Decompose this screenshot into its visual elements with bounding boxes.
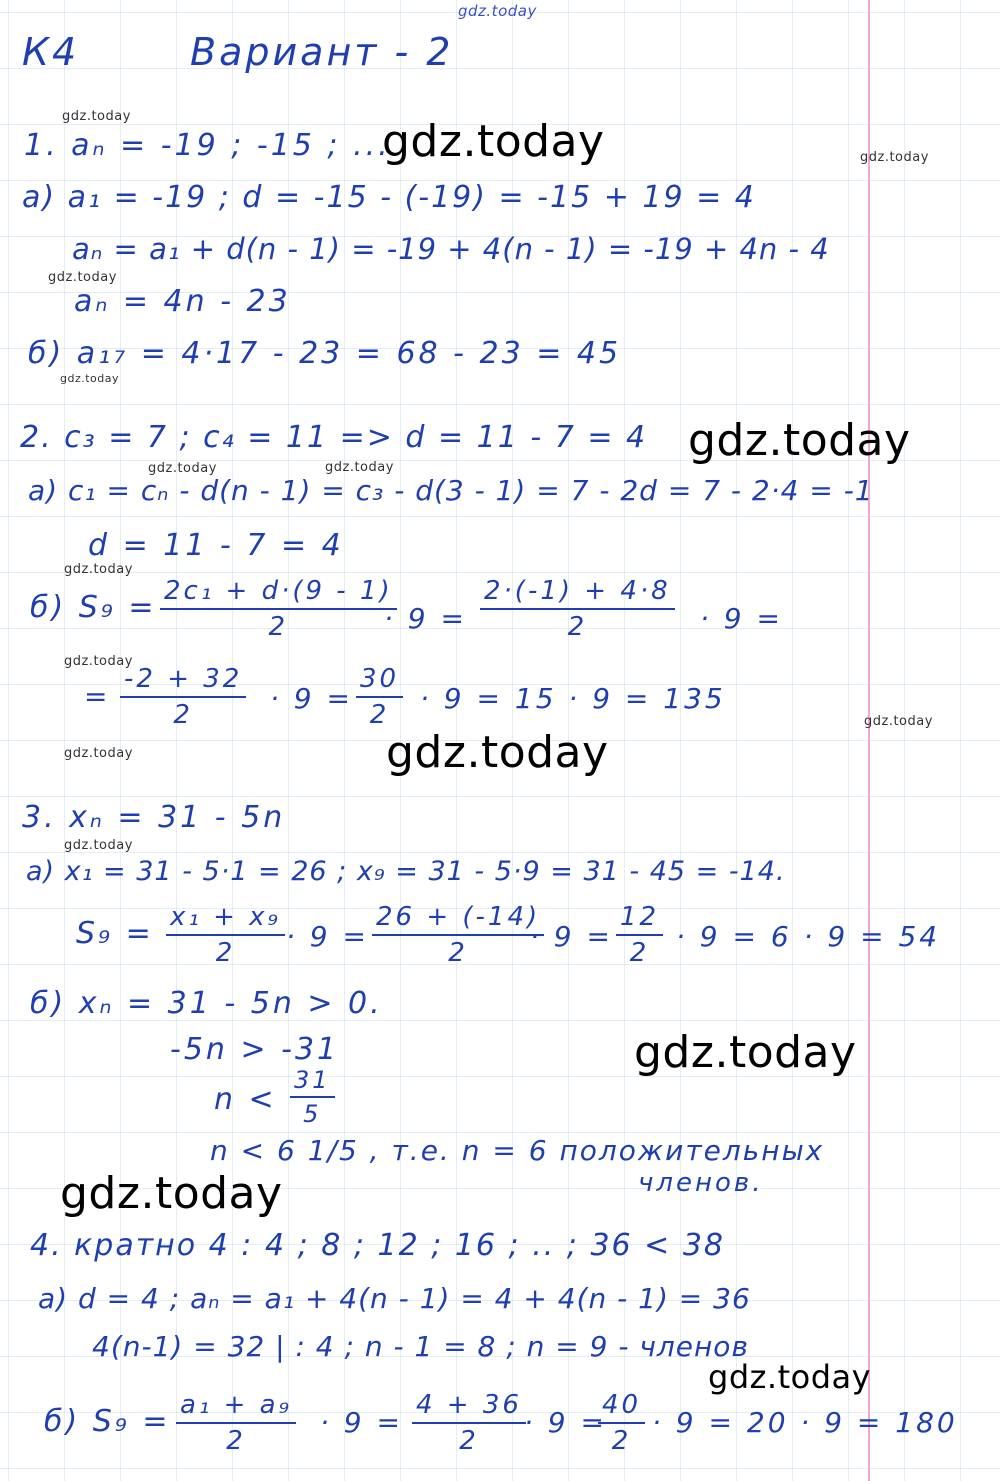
task4-result: · 9 = 20 · 9 = 180 <box>652 1406 958 1439</box>
task1-line: 1. aₙ = -19 ; -15 ; ... <box>24 128 391 163</box>
watermark-big: gdz.today <box>60 1168 283 1219</box>
fraction <box>598 1390 645 1456</box>
task2-line: 2. c₃ = 7 ; c₄ = 11 => d = 11 - 7 = 4 <box>20 420 648 455</box>
fraction <box>120 664 246 730</box>
fraction-numerator: 2·(-1) + 4·8 <box>480 576 675 610</box>
task2-text: · 9 = <box>384 602 467 635</box>
fraction-numerator: 2c₁ + d·(9 - 1) <box>160 576 397 610</box>
fraction-denominator: 2 <box>611 1426 632 1456</box>
task1-line: aₙ = 4n - 23 <box>74 284 291 319</box>
watermark-small: gdz.today <box>64 562 133 577</box>
task2-line: а) c₁ = cₙ - d(n - 1) = c₃ - d(3 - 1) = 7 - 2d = 7 - 2·4 = -1 <box>28 474 874 507</box>
task4-line: 4(n-1) = 32 | : 4 ; n - 1 = 8 ; n = 9 - членов <box>92 1330 749 1363</box>
fraction-denominator: 2 <box>268 612 289 642</box>
fraction <box>480 576 675 642</box>
fraction-denominator: 2 <box>448 938 468 968</box>
fraction <box>160 576 397 642</box>
task2-text: · 9 = <box>700 602 783 635</box>
fraction-numerator: 40 <box>598 1390 645 1424</box>
fraction <box>616 902 663 968</box>
task3-text: n < <box>214 1082 277 1117</box>
task4-text: · 9 = <box>524 1406 607 1439</box>
watermark-small: gdz.today <box>148 461 217 476</box>
watermark-big: gdz.today <box>708 1358 872 1396</box>
fraction-numerator: 30 <box>356 664 403 698</box>
task4-line: 4. кратно 4 : 4 ; 8 ; 12 ; 16 ; .. ; 36 < 38 <box>30 1228 726 1263</box>
fraction-denominator: 5 <box>303 1100 322 1128</box>
fraction-denominator: 2 <box>567 612 588 642</box>
fraction <box>412 1390 526 1456</box>
watermark-small: gdz.today <box>48 270 117 285</box>
task3-line: n < 6 1/5 , т.е. n = 6 положительных <box>210 1134 825 1167</box>
watermark-small: gdz.today <box>64 654 133 669</box>
task2-line: d = 11 - 7 = 4 <box>88 528 344 563</box>
task3-sum-label: S₉ = <box>76 916 154 951</box>
task3-line: а) x₁ = 31 - 5·1 = 26 ; x₉ = 31 - 5·9 = 31 - 45 = -14. <box>26 856 786 887</box>
fraction-numerator: 12 <box>616 902 663 936</box>
fraction-numerator: x₁ + x₉ <box>166 902 285 936</box>
margin-line <box>868 0 870 1481</box>
fraction-numerator: -2 + 32 <box>120 664 246 698</box>
watermark-small: gdz.today <box>325 460 394 475</box>
task4-sum-label: б) S₉ = <box>44 1404 171 1439</box>
watermark-small: gdz.today <box>860 150 929 165</box>
watermark-top: gdz.today <box>458 2 537 20</box>
task1-line: aₙ = a₁ + d(n - 1) = -19 + 4(n - 1) = -19 + 4n - 4 <box>72 232 830 266</box>
watermark-big: gdz.today <box>634 1027 857 1078</box>
problem-number: К4 <box>22 30 80 74</box>
fraction-denominator: 2 <box>369 700 390 730</box>
task3-line: -5n > -31 <box>170 1032 340 1067</box>
fraction-denominator: 2 <box>226 1426 246 1456</box>
task2-text: = <box>84 680 111 713</box>
task3-line: 3. xₙ = 31 - 5n <box>22 800 286 835</box>
watermark-small: gdz.today <box>60 372 120 385</box>
task1-line: б) a₁₇ = 4·17 - 23 = 68 - 23 = 45 <box>28 336 622 371</box>
fraction <box>176 1390 296 1456</box>
watermark-big: gdz.today <box>688 415 911 466</box>
task4-text: · 9 = <box>320 1406 403 1439</box>
variant-title: Вариант - 2 <box>190 30 454 74</box>
fraction-denominator: 2 <box>629 938 650 968</box>
fraction <box>372 902 544 968</box>
fraction <box>356 664 403 730</box>
task3-text: · 9 = <box>530 920 613 953</box>
watermark-big: gdz.today <box>382 116 605 167</box>
fraction-denominator: 2 <box>215 938 236 968</box>
task2-sum-label: б) S₉ = <box>30 590 157 625</box>
fraction-denominator: 2 <box>459 1426 479 1456</box>
task4-line: а) d = 4 ; aₙ = a₁ + 4(n - 1) = 4 + 4(n - 1) = 36 <box>38 1282 751 1315</box>
task2-result: · 9 = 15 · 9 = 135 <box>420 682 726 715</box>
watermark-small: gdz.today <box>64 838 133 853</box>
fraction-numerator: 31 <box>290 1066 335 1098</box>
watermark-big: gdz.today <box>386 727 609 778</box>
fraction <box>290 1066 335 1128</box>
watermark-small: gdz.today <box>64 746 133 761</box>
fraction-denominator: 2 <box>173 700 193 730</box>
task1-line: а) a₁ = -19 ; d = -15 - (-19) = -15 + 19 = 4 <box>22 180 756 215</box>
fraction <box>166 902 285 968</box>
fraction-numerator: 4 + 36 <box>412 1390 526 1424</box>
fraction-numerator: a₁ + a₉ <box>176 1390 296 1424</box>
task3-line: б) xₙ = 31 - 5n > 0. <box>30 986 383 1021</box>
fraction-numerator: 26 + (-14) <box>372 902 544 936</box>
watermark-small: gdz.today <box>864 714 933 729</box>
task2-text: · 9 = <box>270 682 353 715</box>
task3-result: · 9 = 6 · 9 = 54 <box>676 920 941 953</box>
task3-text: · 9 = <box>286 920 369 953</box>
watermark-small: gdz.today <box>62 109 131 124</box>
task3-line: членов. <box>638 1168 764 1198</box>
